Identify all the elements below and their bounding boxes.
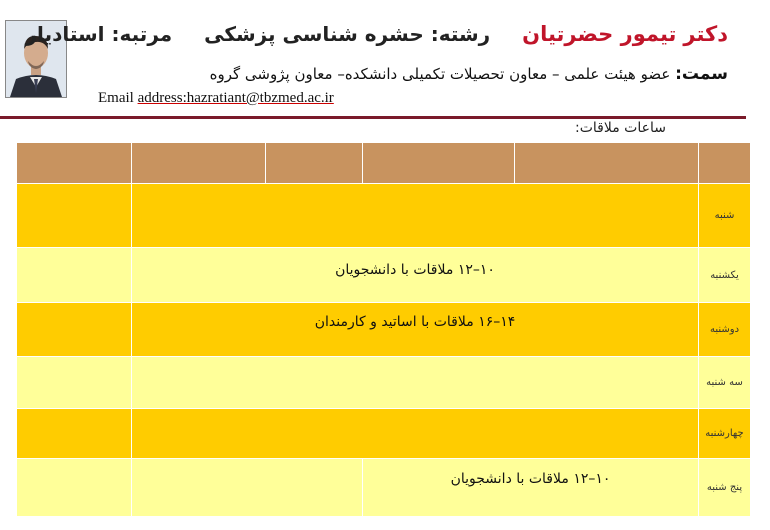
header-divider <box>0 116 746 119</box>
table-row <box>17 248 751 303</box>
row-text: ۱۰–۱۲ ملاقات با دانشجویان <box>132 248 699 303</box>
table-row <box>17 357 751 409</box>
row-text: ۱۴–۱۶ ملاقات با اساتید و کارمندان <box>132 303 699 357</box>
position-label: سمت: <box>675 64 728 84</box>
email-link[interactable]: address:hazratiant@tbzmed.ac.ir <box>137 90 334 106</box>
row-text <box>132 184 699 248</box>
position-line <box>210 64 728 84</box>
day-cell: یکشنبه <box>699 248 751 303</box>
field-value: حشره شناسی پزشکی <box>204 22 424 46</box>
email-line <box>98 90 334 107</box>
table-row <box>17 409 751 459</box>
schedule-table <box>16 142 751 517</box>
row-text <box>132 357 699 409</box>
rank-value: استادیار <box>25 22 105 46</box>
profile-name-line <box>26 22 728 46</box>
day-cell: دوشنبه <box>699 303 751 357</box>
person-name: تیمور حضرتیان <box>522 22 677 46</box>
day-cell: شنبه <box>699 184 751 248</box>
email-label: Email <box>98 90 138 106</box>
row-text <box>132 409 699 459</box>
position-value: عضو هیئت علمی – معاون تحصیلات تکمیلی دانشکده– معاون پژوشی گروه <box>209 65 671 83</box>
profile-header <box>0 0 770 118</box>
day-cell: چهارشنبه <box>699 409 751 459</box>
visiting-hours-heading: ساعات ملاقات: <box>575 120 666 136</box>
day-cell: سه شنبه <box>699 357 751 409</box>
row-text: ۱۰–۱۲ ملاقات با دانشجویان <box>363 459 699 517</box>
table-row <box>17 459 751 517</box>
table-header-row <box>17 143 751 184</box>
day-cell: پنج شنبه <box>699 459 751 517</box>
rank-label: مرتبه: <box>111 22 173 46</box>
table-row <box>17 303 751 357</box>
academic-title: دکتر <box>683 22 728 46</box>
field-label: رشته: <box>430 22 491 46</box>
table-row <box>17 184 751 248</box>
